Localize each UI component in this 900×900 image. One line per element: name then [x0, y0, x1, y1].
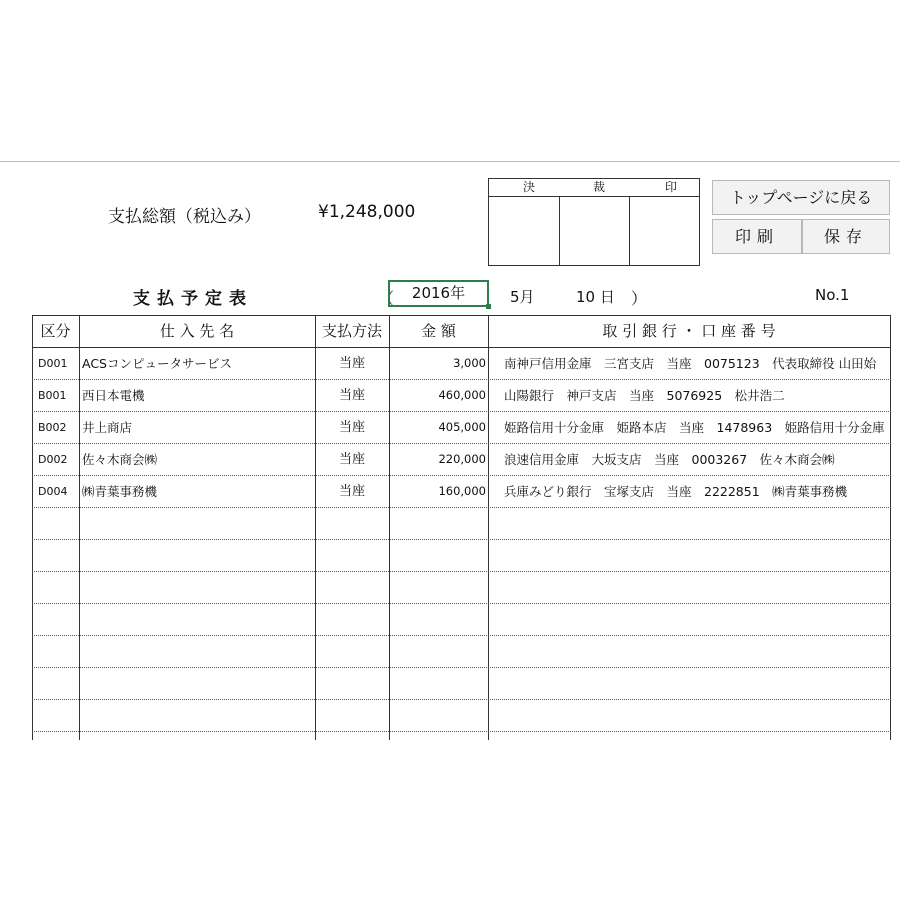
method-cell[interactable] — [315, 668, 389, 699]
table-row — [32, 476, 891, 508]
table-row — [32, 732, 891, 740]
supplier-cell[interactable] — [82, 668, 312, 699]
table-row — [32, 508, 891, 540]
method-cell[interactable] — [315, 540, 389, 571]
category-cell[interactable] — [38, 508, 80, 539]
table-row — [32, 668, 891, 700]
amount-cell[interactable]: 3,000 — [453, 356, 486, 370]
stamp-divider — [559, 196, 560, 265]
payment-table — [32, 315, 891, 740]
category-cell[interactable]: B001 — [38, 389, 67, 402]
stamp-label: 印 — [665, 180, 678, 194]
category-cell[interactable]: D001 — [38, 357, 68, 370]
category-cell[interactable]: D004 — [38, 485, 68, 498]
print-button[interactable]: 印刷 — [712, 219, 802, 254]
category-cell[interactable] — [38, 732, 80, 740]
month-cell[interactable]: 5月 — [510, 288, 535, 306]
amount-cell[interactable] — [390, 668, 486, 699]
header-supplier: 仕 入 先 名 — [159, 322, 235, 340]
method-cell[interactable]: 当座 — [338, 452, 365, 467]
supplier-cell[interactable]: ㈱青葉事務機 — [82, 484, 158, 499]
amount-cell[interactable]: 160,000 — [438, 484, 486, 498]
bank-account-cell[interactable]: 南神戸信用金庫 三宮支店 当座 0075123 代表取締役 山田始 — [504, 356, 877, 371]
supplier-cell[interactable]: 西日本電機 — [82, 388, 145, 403]
bank-account-cell[interactable] — [504, 508, 890, 539]
supplier-cell[interactable] — [82, 604, 312, 635]
table-row — [32, 444, 891, 476]
bank-account-cell[interactable]: 山陽銀行 神戸支店 当座 5076925 松井浩二 — [504, 388, 785, 403]
bank-account-cell[interactable] — [504, 604, 890, 635]
category-cell[interactable] — [38, 572, 80, 603]
amount-cell[interactable] — [390, 732, 486, 740]
supplier-cell[interactable] — [82, 572, 312, 603]
amount-cell[interactable] — [390, 700, 486, 731]
bank-account-cell[interactable]: 姫路信用十分金庫 姫路本店 当座 1478963 姫路信用十分金庫 — [504, 420, 885, 435]
method-cell[interactable]: 当座 — [338, 356, 365, 371]
supplier-cell[interactable] — [82, 700, 312, 731]
spreadsheet-sheet — [0, 161, 900, 740]
table-row — [32, 348, 891, 380]
table-row — [32, 572, 891, 604]
supplier-cell[interactable]: 井上商店 — [82, 420, 133, 435]
method-cell[interactable] — [315, 572, 389, 603]
method-cell[interactable] — [315, 508, 389, 539]
category-cell[interactable] — [38, 636, 80, 667]
supplier-cell[interactable] — [82, 540, 312, 571]
stamp-header — [489, 179, 699, 197]
method-cell[interactable] — [315, 732, 389, 740]
method-cell[interactable]: 当座 — [338, 484, 365, 499]
bank-account-cell[interactable] — [504, 572, 890, 603]
day-cell[interactable]: 10 日 — [576, 288, 615, 306]
method-cell[interactable]: 当座 — [338, 388, 365, 403]
category-cell[interactable] — [38, 604, 80, 635]
stamp-label: 決 — [523, 180, 536, 194]
bank-account-cell[interactable] — [504, 540, 890, 571]
category-cell[interactable] — [38, 700, 80, 731]
stamp-label: 裁 — [593, 180, 606, 194]
amount-cell[interactable] — [390, 636, 486, 667]
table-row — [32, 412, 891, 444]
table-row — [32, 700, 891, 732]
category-cell[interactable] — [38, 540, 80, 571]
amount-cell[interactable] — [390, 508, 486, 539]
paren-open: （ — [378, 289, 395, 308]
table-row — [32, 636, 891, 668]
category-cell[interactable] — [38, 668, 80, 699]
table-row — [32, 604, 891, 636]
supplier-cell[interactable]: 佐々木商会㈱ — [82, 452, 158, 467]
method-cell[interactable] — [315, 604, 389, 635]
amount-cell[interactable] — [390, 572, 486, 603]
method-cell[interactable] — [315, 636, 389, 667]
paren-close: ） — [631, 289, 648, 308]
supplier-cell[interactable] — [82, 508, 312, 539]
amount-cell[interactable]: 460,000 — [438, 388, 486, 402]
bank-account-cell[interactable] — [504, 700, 890, 731]
category-cell[interactable]: B002 — [38, 421, 67, 434]
back-to-top-button[interactable]: トップページに戻る — [712, 180, 890, 215]
amount-cell[interactable] — [390, 604, 486, 635]
header-method: 支払方法 — [321, 322, 382, 340]
supplier-cell[interactable]: ACSコンピュータサービス — [82, 356, 232, 371]
table-header — [32, 316, 891, 348]
fill-handle[interactable] — [486, 304, 491, 309]
save-button[interactable]: 保存 — [802, 219, 890, 254]
amount-cell[interactable]: 405,000 — [438, 420, 486, 434]
bank-account-cell[interactable] — [504, 668, 890, 699]
bank-account-cell[interactable]: 兵庫みどり銀行 宝塚支店 当座 2222851 ㈱青葉事務機 — [504, 484, 848, 499]
category-cell[interactable]: D002 — [38, 453, 68, 466]
amount-cell[interactable]: 220,000 — [438, 452, 486, 466]
document-number: No.1 — [815, 286, 850, 304]
header-category: 区分 — [40, 322, 71, 340]
method-cell[interactable]: 当座 — [338, 420, 365, 435]
table-row — [32, 540, 891, 572]
page-title: 支払予定表 — [133, 289, 253, 309]
supplier-cell[interactable] — [82, 636, 312, 667]
header-amount: 金 額 — [421, 322, 456, 340]
bank-account-cell[interactable]: 浪速信用金庫 大坂支店 当座 0003267 佐々木商会㈱ — [504, 452, 835, 467]
method-cell[interactable] — [315, 700, 389, 731]
table-row — [32, 380, 891, 412]
amount-cell[interactable] — [390, 540, 486, 571]
stamp-divider — [629, 196, 630, 265]
year-cell-selected[interactable]: 2016年 — [388, 280, 489, 307]
total-amount: ¥1,248,000 — [318, 202, 416, 222]
supplier-cell[interactable] — [82, 732, 312, 740]
header-bank: 取 引 銀 行 ・ 口 座 番 号 — [602, 322, 776, 340]
bank-account-cell[interactable] — [504, 636, 890, 667]
total-label: 支払総額（税込み） — [108, 207, 261, 227]
bank-account-cell[interactable] — [504, 732, 890, 740]
approval-stamp-box — [488, 178, 700, 266]
